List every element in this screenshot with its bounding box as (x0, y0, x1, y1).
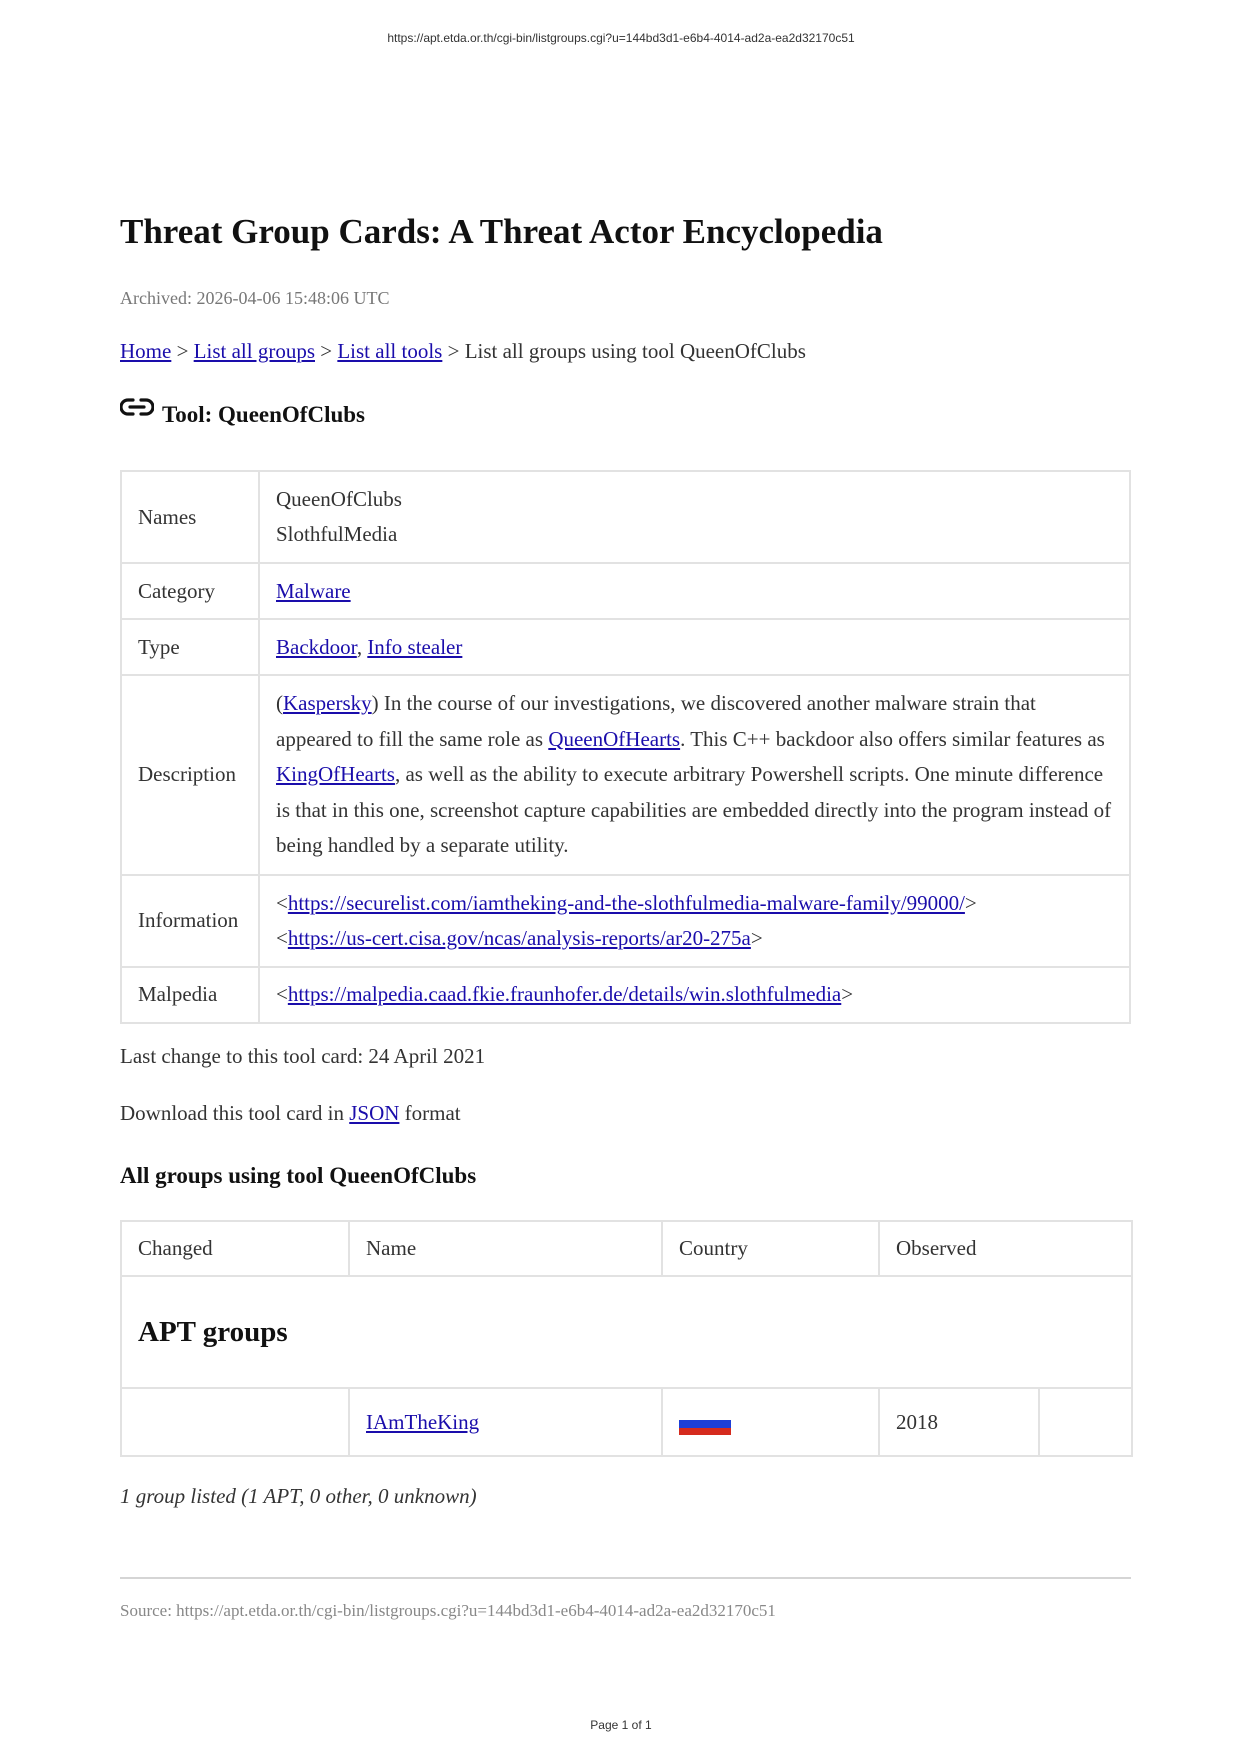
information-link[interactable]: https://securelist.com/iamtheking-and-the-slothfulmedia-malware-family/99000/ (287, 890, 965, 915)
apt-section-cell (121, 1276, 1132, 1388)
breadcrumb (120, 339, 806, 364)
information-item (276, 886, 1113, 921)
observed-cell: 2018 (879, 1388, 1039, 1456)
type-value (259, 619, 1130, 675)
column-header-observed: Observed (879, 1221, 1132, 1276)
names-label: Names (121, 471, 259, 563)
description-value (259, 675, 1130, 875)
divider (120, 1577, 1131, 1579)
group-name-link[interactable]: IAmTheKing (366, 1409, 480, 1434)
information-row (121, 875, 1130, 967)
type-row (121, 619, 1130, 675)
groups-header-row (121, 1221, 1132, 1276)
description-text: , as well as the ability to execute arbitrary Powershell scripts. One minute difference is that in this one, screenshot capture capabilities are embedded directly into the program instead of being handled by a separate utility. (276, 762, 1112, 857)
country-cell (662, 1388, 879, 1456)
changed-cell (121, 1388, 349, 1456)
breadcrumb-current: List all groups using tool QueenOfClubs (464, 339, 806, 363)
category-label: Category (121, 563, 259, 619)
russia-flag-icon (679, 1413, 731, 1435)
column-header-changed: Changed (121, 1221, 349, 1276)
download-prefix: Download this tool card in (120, 1101, 350, 1125)
download-line (120, 1101, 461, 1126)
information-link[interactable]: https://us-cert.cisa.gov/ncas/analysis-reports/ar20-275a (287, 925, 751, 950)
category-row (121, 563, 1130, 619)
breadcrumb-tools-link[interactable]: List all tools (337, 339, 443, 363)
names-row (121, 471, 1130, 563)
description-row (121, 675, 1130, 875)
breadcrumb-home-link[interactable]: Home (120, 339, 172, 363)
empty-cell (1039, 1388, 1132, 1456)
column-header-name: Name (349, 1221, 662, 1276)
apt-section-row (121, 1276, 1132, 1388)
breadcrumb-separator: > (320, 339, 333, 363)
queenofhearts-link[interactable]: QueenOfHearts (548, 726, 681, 751)
description-text: . This C++ backdoor also offers similar features as (680, 726, 1105, 751)
type-info-stealer-link[interactable]: Info stealer (367, 634, 463, 659)
angle-open: < (276, 890, 288, 915)
type-separator: , (356, 634, 368, 659)
name-item: SlothfulMedia (276, 522, 398, 546)
groups-heading: All groups using tool QueenOfClubs (120, 1163, 477, 1188)
angle-close: > (750, 925, 763, 950)
print-header-url: https://apt.etda.or.th/cgi-bin/listgroups.cgi?u=144bd3d1-e6b4-4014-ad2a-ea2d32170c51 (387, 31, 855, 45)
malpedia-value (259, 967, 1130, 1023)
category-value (259, 563, 1130, 619)
breadcrumb-separator: > (176, 339, 189, 363)
information-value (259, 875, 1130, 967)
malpedia-row (121, 967, 1130, 1023)
name-item: QueenOfClubs (276, 487, 402, 511)
malpedia-label: Malpedia (121, 967, 259, 1023)
malpedia-link[interactable]: https://malpedia.caad.fkie.fraunhofer.de/details/win.slothfulmedia (287, 982, 842, 1006)
table-row (121, 1388, 1132, 1456)
angle-close: > (841, 982, 854, 1006)
column-header-country: Country (662, 1221, 879, 1276)
tool-info-table (120, 470, 1131, 1024)
description-text: ) In the course of our investigations, we discovered another malware strain that appeared to fill the same role as (276, 691, 1036, 751)
last-change-text: Last change to this tool card: 24 April 2021 (120, 1044, 486, 1068)
name-cell (349, 1388, 662, 1456)
apt-section-title: APT groups (138, 1315, 288, 1348)
json-download-link[interactable]: JSON (349, 1101, 400, 1125)
breadcrumb-separator: > (447, 339, 460, 363)
source-text: Source: https://apt.etda.or.th/cgi-bin/listgroups.cgi?u=144bd3d1-e6b4-4014-ad2a-ea2d32170c51 (120, 1601, 776, 1620)
archived-timestamp: Archived: 2026-04-06 15:48:06 UTC (120, 288, 390, 308)
kingofhearts-link[interactable]: KingOfHearts (276, 762, 395, 786)
page-title: Threat Group Cards: A Threat Actor Encyclopedia (120, 212, 883, 251)
description-label: Description (121, 675, 259, 875)
category-link[interactable]: Malware (276, 578, 351, 603)
groups-table (120, 1220, 1133, 1457)
tool-heading (120, 402, 365, 428)
breadcrumb-groups-link[interactable]: List all groups (193, 339, 315, 363)
tool-heading-text: Tool: QueenOfClubs (162, 402, 366, 427)
download-suffix: format (399, 1101, 461, 1125)
type-backdoor-link[interactable]: Backdoor (276, 634, 357, 659)
page-number: Page 1 of 1 (590, 1718, 652, 1732)
type-label: Type (121, 619, 259, 675)
information-item (276, 921, 1113, 956)
groups-summary: 1 group listed (1 APT, 0 other, 0 unknown) (120, 1484, 477, 1508)
description-open-paren: ( (276, 691, 283, 715)
angle-close: > (964, 890, 977, 915)
angle-open: < (276, 982, 288, 1006)
description-source-link[interactable]: Kaspersky (283, 691, 372, 715)
link-icon (120, 397, 154, 417)
angle-open: < (276, 925, 288, 950)
information-label: Information (121, 875, 259, 967)
names-value (259, 471, 1130, 563)
